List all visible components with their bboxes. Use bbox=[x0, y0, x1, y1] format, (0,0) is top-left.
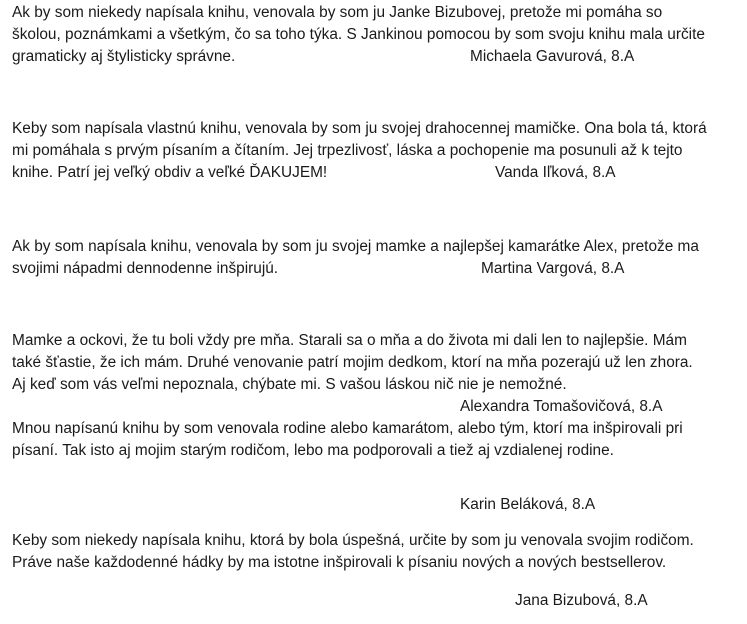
dedication-entry bbox=[12, 330, 742, 418]
dedication-entry bbox=[12, 2, 742, 68]
author-signature: Vanda Iľková, 8.A bbox=[495, 164, 616, 181]
dedication-entry bbox=[12, 530, 742, 574]
dedication-entry bbox=[12, 418, 742, 462]
text-line: Ak by som napísala knihu, venovala by som ju svojej mamke a najlepšej kamarátke Alex, pretože ma bbox=[12, 238, 699, 255]
text-line-content: knihe. Patrí jej veľký obdiv a veľké ĎAKUJEM! bbox=[12, 164, 328, 181]
text-line: školou, poznámkami a všetkým, čo sa toho týka. S Jankinou pomocou by som svoju knihu mala určite bbox=[12, 26, 705, 43]
text-line bbox=[12, 396, 742, 418]
author-signature: Karin Beláková, 8.A bbox=[460, 496, 596, 513]
text-line: Práve naše každodenné hádky by ma istotne inšpirovali k písaniu nových a nových bestsellerov. bbox=[12, 554, 667, 571]
text-line: Aj keď som vás veľmi nepoznala, chýbate mi. S vašou láskou nič nie je nemožné. bbox=[12, 376, 567, 393]
text-line: také šťastie, že ich mám. Druhé venovanie patrí mojim dedkom, ktorí na mňa pozerajú už len zhora. bbox=[12, 354, 693, 371]
text-line bbox=[12, 46, 742, 68]
text-line-content: svojimi nápadmi dennodenne inšpirujú. bbox=[12, 260, 279, 277]
dedication-entry bbox=[12, 118, 742, 184]
text-line: Keby som niekedy napísala knihu, ktorá by bola úspešná, určite by som ju venovala svojim rodičom. bbox=[12, 532, 694, 549]
author-signature: Alexandra Tomašovičová, 8.A bbox=[460, 398, 663, 415]
text-line: mi pomáhala s prvým písaním a čítaním. Jej trpezlivosť, láska a pochopenie ma posunuli až k tejto bbox=[12, 142, 683, 159]
text-line: Ak by som niekedy napísala knihu, venovala by som ju Janke Bizubovej, pretože mi pomáha so bbox=[12, 4, 663, 21]
text-line: Mnou napísanú knihu by som venovala rodine alebo kamarátom, alebo tým, ktorí ma inšpirovali pri bbox=[12, 420, 683, 437]
text-line-content: gramaticky aj štylisticky správne. bbox=[12, 48, 236, 65]
dedication-entry bbox=[12, 236, 742, 280]
text-line bbox=[12, 162, 742, 184]
author-signature: Michaela Gavurová, 8.A bbox=[470, 48, 635, 65]
text-line: písaní. Tak isto aj mojim starým rodičom, lebo ma podporovali a tiež aj vzdialenej rodine. bbox=[12, 442, 614, 459]
text-line: Mamke a ockovi, že tu boli vždy pre mňa. Starali sa o mňa a do života mi dali len to najlepšie. Mám bbox=[12, 332, 687, 349]
author-signature: Jana Bizubová, 8.A bbox=[515, 592, 648, 609]
author-signature: Martina Vargová, 8.A bbox=[481, 260, 625, 277]
text-line: Keby som napísala vlastnú knihu, venovala by som ju svojej drahocennej mamičke. Ona bola tá, ktorá bbox=[12, 120, 707, 137]
text-line bbox=[12, 258, 742, 280]
